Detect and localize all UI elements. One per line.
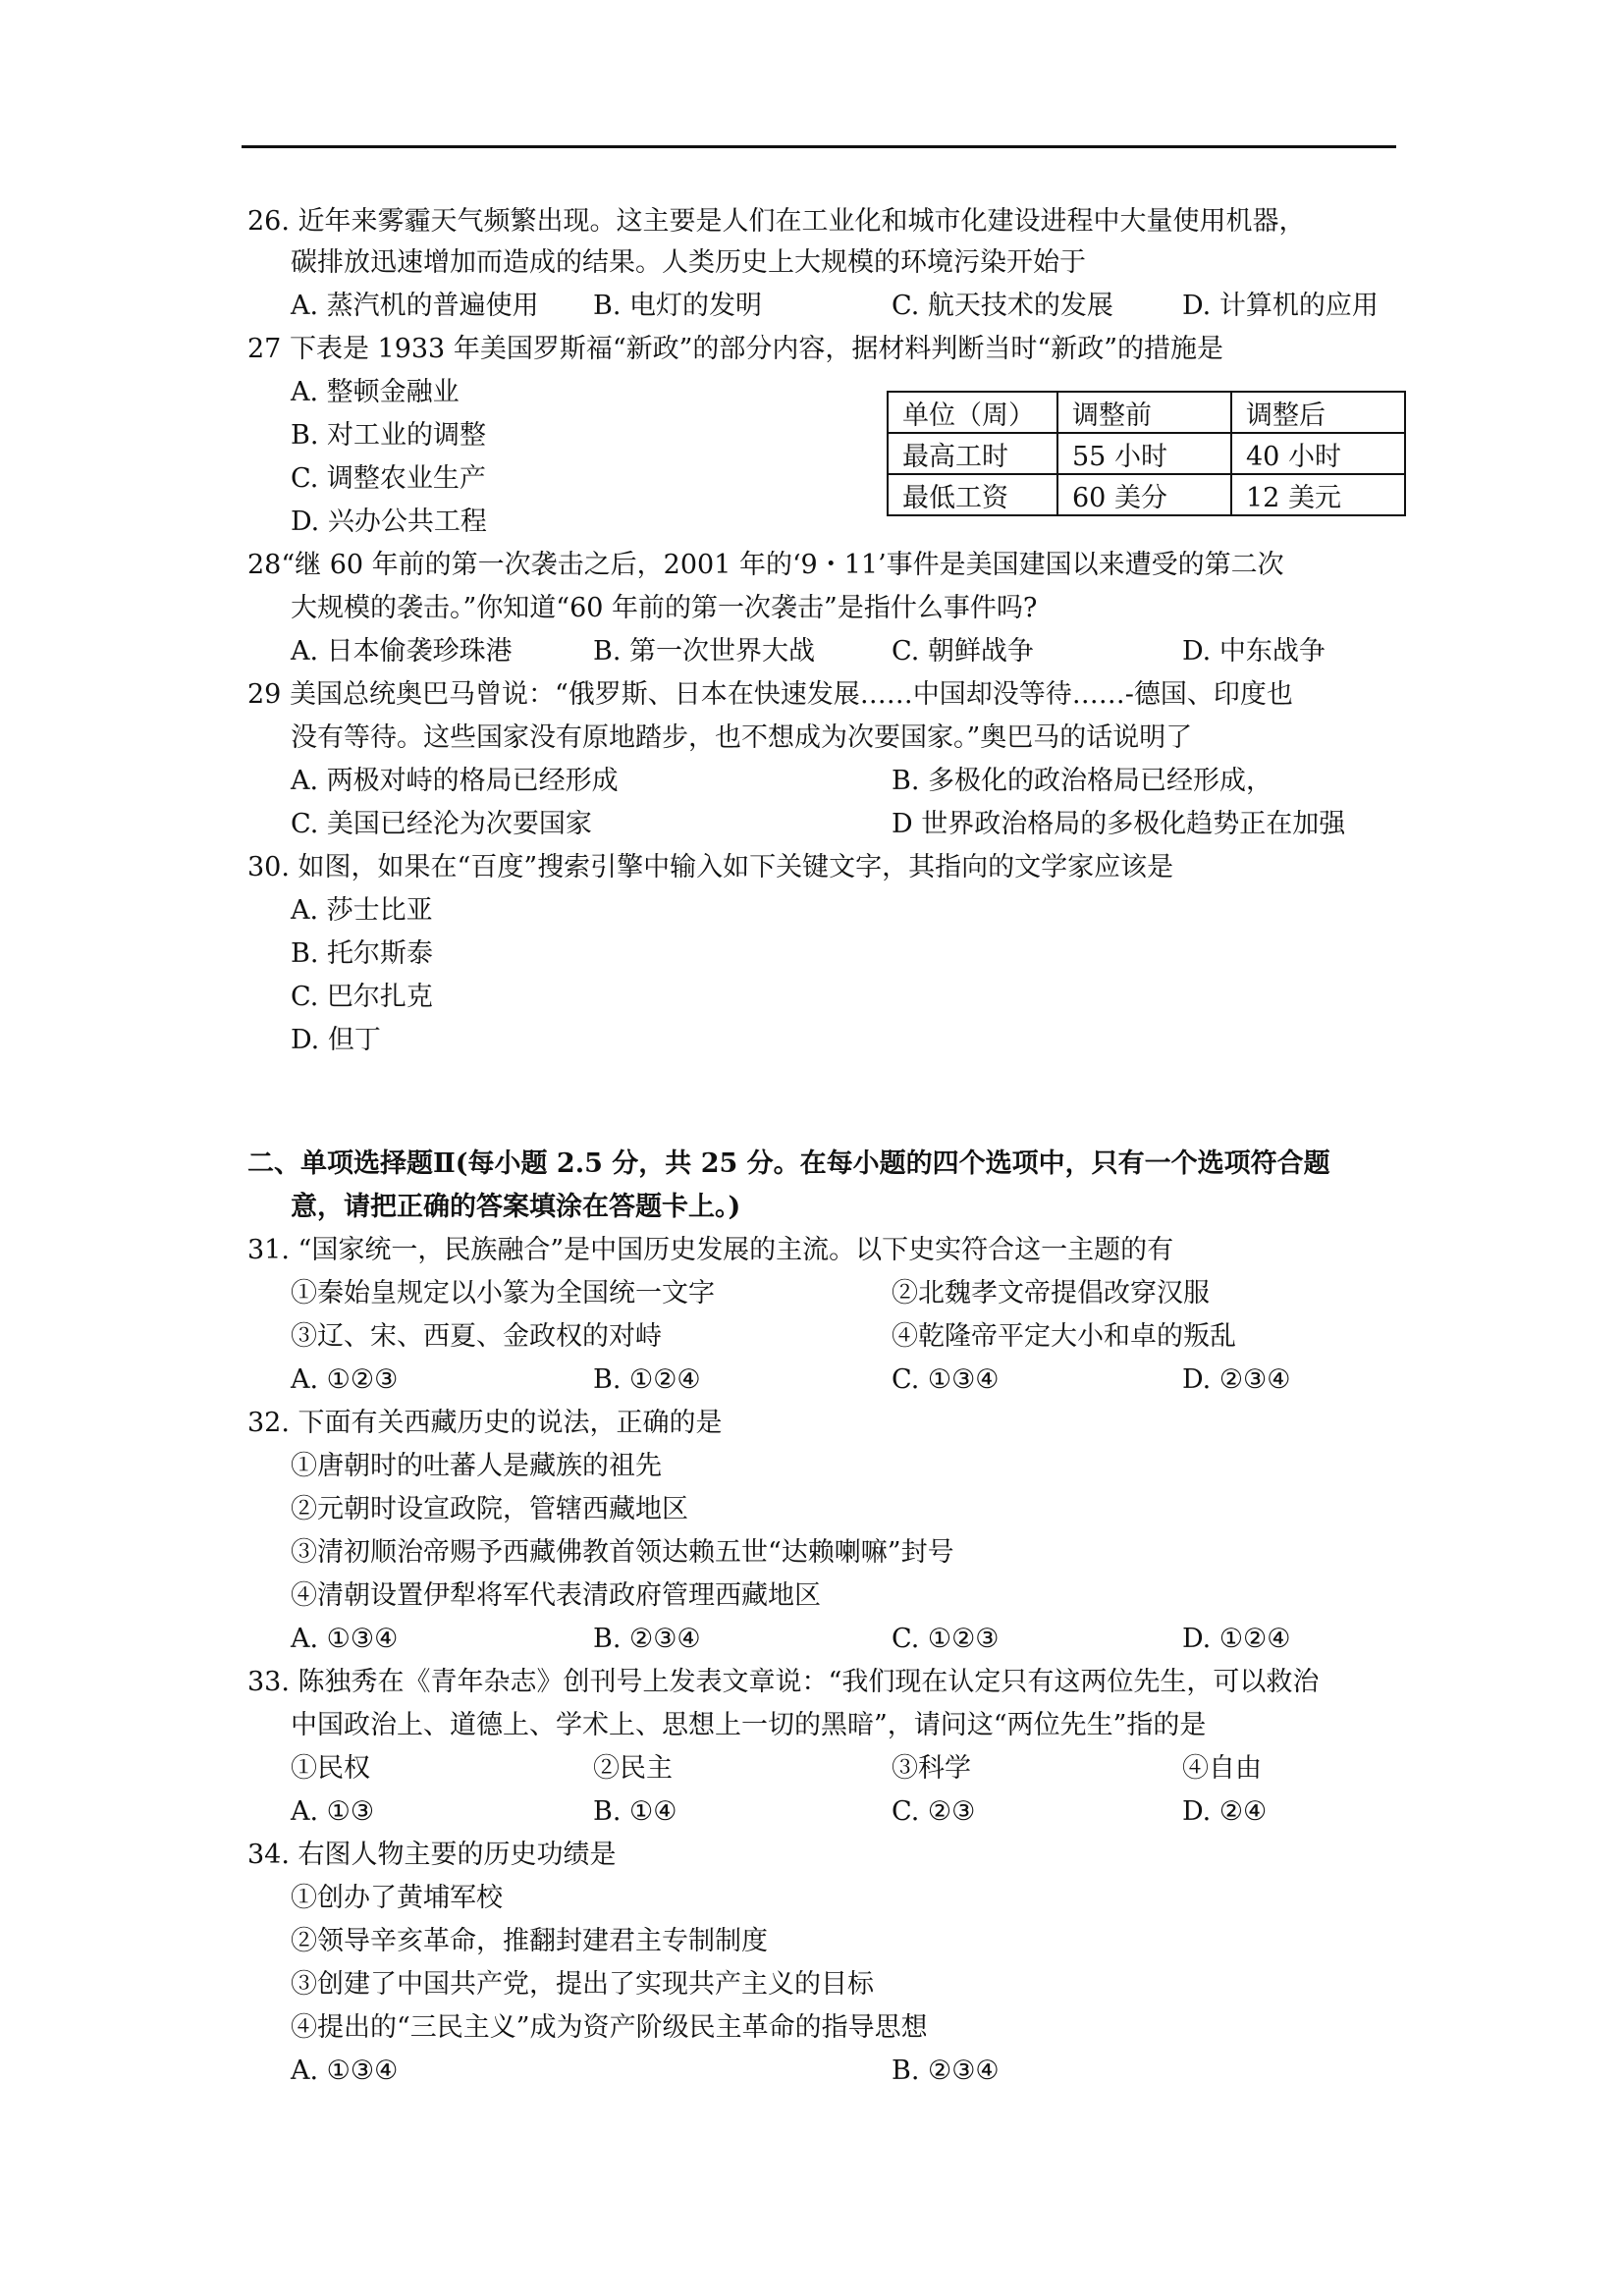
q27-option-b: B. 对工业的调整 — [291, 420, 487, 451]
section2-heading-line2: 意，请把正确的答案填涂在答题卡上。) — [291, 1192, 741, 1222]
q31-item-4: ④乾隆帝平定大小和卓的叛乱 — [892, 1321, 1236, 1352]
q28-option-d: D. 中东战争 — [1182, 636, 1326, 667]
q33-stem-line2: 中国政治上、道德上、学术上、思想上一切的黑暗”，请问这“两位先生”指的是 — [291, 1710, 1207, 1740]
q32-option-c: C. ①②③ — [892, 1624, 1000, 1654]
table-cell: 最高工时 — [888, 433, 1057, 474]
q33-item-4: ④自由 — [1182, 1753, 1262, 1784]
q34-item-3: ③创建了中国共产党，提出了实现共产主义的目标 — [291, 1969, 874, 2000]
table-header-cell: 调整后 — [1231, 392, 1405, 433]
q26-stem-line2: 碳排放迅速增加而造成的结果。人类历史上大规模的环境污染开始于 — [291, 247, 1086, 278]
q34-option-b: B. ②③④ — [892, 2056, 1000, 2086]
q32-item-3: ③清初顺治帝赐予西藏佛教首领达赖五世“达赖喇嘛”封号 — [291, 1537, 954, 1568]
q34-item-1: ①创办了黄埔军校 — [291, 1883, 503, 1913]
q26-option-d: D. 计算机的应用 — [1182, 291, 1379, 321]
table-row — [888, 433, 1405, 474]
q30-stem: 30. 如图，如果在“百度”搜索引擎中输入如下关键文字，其指向的文学家应该是 — [247, 852, 1174, 882]
q29-option-c: C. 美国已经沦为次要国家 — [291, 809, 592, 839]
q27-option-c: C. 调整农业生产 — [291, 463, 486, 494]
header-rule — [242, 145, 1396, 148]
q31-option-c: C. ①③④ — [892, 1364, 1000, 1395]
q26-option-c: C. 航天技术的发展 — [892, 291, 1113, 321]
q26-option-a: A. 蒸汽机的普遍使用 — [291, 291, 539, 321]
q28-option-c: C. 朝鲜战争 — [892, 636, 1034, 667]
q33-stem-line1: 33. 陈独秀在《青年杂志》创刊号上发表文章说：“我们现在认定只有这两位先生，可以救治 — [247, 1667, 1320, 1697]
q34-item-2: ②领导辛亥革命，推翻封建君主专制制度 — [291, 1926, 768, 1956]
table-cell: 55 小时 — [1057, 433, 1231, 474]
q26-option-b: B. 电灯的发明 — [593, 291, 763, 321]
q31-item-2: ②北魏孝文帝提倡改穿汉服 — [892, 1278, 1210, 1308]
q34-option-a: A. ①③④ — [291, 2056, 399, 2086]
q28-stem-line2: 大规模的袭击。”你知道“60 年前的第一次袭击”是指什么事件吗? — [291, 593, 1038, 623]
table-header-cell: 单位（周） — [888, 392, 1057, 433]
table-header-cell: 调整前 — [1057, 392, 1231, 433]
q31-option-b: B. ①②④ — [593, 1364, 701, 1395]
q29-stem-line2: 没有等待。这些国家没有原地踏步，也不想成为次要国家。”奥巴马的话说明了 — [291, 722, 1193, 753]
table-header-row — [888, 392, 1405, 433]
table-cell: 40 小时 — [1231, 433, 1405, 474]
q33-option-a: A. ①③ — [291, 1796, 375, 1827]
q31-option-d: D. ②③④ — [1182, 1364, 1291, 1395]
q30-option-a: A. 莎士比亚 — [291, 895, 433, 926]
q27-stem: 27 下表是 1933 年美国罗斯福“新政”的部分内容，据材料判断当时“新政”的措施是 — [247, 334, 1224, 364]
q32-option-b: B. ②③④ — [593, 1624, 701, 1654]
section2-heading-line1: 二、单项选择题Ⅱ(每小题 2.5 分，共 25 分。在每小题的四个选项中，只有一个选项符合题 — [247, 1148, 1330, 1179]
q30-option-c: C. 巴尔扎克 — [291, 982, 433, 1012]
q27-option-a: A. 整顿金融业 — [291, 377, 460, 407]
q32-item-4: ④清朝设置伊犁将军代表清政府管理西藏地区 — [291, 1580, 821, 1611]
table-cell: 60 美分 — [1057, 474, 1231, 515]
q29-option-d: D 世界政治格局的多极化趋势正在加强 — [892, 809, 1346, 839]
q26-stem-line1: 26. 近年来雾霾天气频繁出现。这主要是人们在工业化和城市化建设进程中大量使用机器， — [247, 206, 1306, 237]
q31-option-a: A. ①②③ — [291, 1364, 399, 1395]
q33-item-3: ③科学 — [892, 1753, 971, 1784]
q27-option-d: D. 兴办公共工程 — [291, 507, 487, 537]
new-deal-table — [887, 391, 1406, 516]
q32-stem: 32. 下面有关西藏历史的说法，正确的是 — [247, 1408, 723, 1438]
q33-item-2: ②民主 — [593, 1753, 673, 1784]
q28-stem-line1: 28“继 60 年前的第一次袭击之后，2001 年的‘9・11’事件是美国建国以来遭受的第二次 — [247, 550, 1284, 580]
q32-option-a: A. ①③④ — [291, 1624, 399, 1654]
q31-item-3: ③辽、宋、西夏、金政权的对峙 — [291, 1321, 662, 1352]
table-cell: 最低工资 — [888, 474, 1057, 515]
q33-option-c: C. ②③ — [892, 1796, 976, 1827]
q33-option-d: D. ②④ — [1182, 1796, 1268, 1827]
q28-option-a: A. 日本偷袭珍珠港 — [291, 636, 513, 667]
q32-item-2: ②元朝时设宣政院，管辖西藏地区 — [291, 1494, 688, 1524]
q30-option-b: B. 托尔斯泰 — [291, 938, 434, 969]
table-row — [888, 474, 1405, 515]
q33-option-b: B. ①④ — [593, 1796, 677, 1827]
q28-option-b: B. 第一次世界大战 — [593, 636, 816, 667]
q29-option-a: A. 两极对峙的格局已经形成 — [291, 766, 619, 796]
q29-stem-line1: 29 美国总统奥巴马曾说：“俄罗斯、日本在快速发展……中国却没等待……-德国、印度也 — [247, 679, 1293, 710]
q34-item-4: ④提出的“三民主义”成为资产阶级民主革命的指导思想 — [291, 2012, 928, 2043]
q31-item-1: ①秦始皇规定以小篆为全国统一文字 — [291, 1278, 715, 1308]
q32-option-d: D. ①②④ — [1182, 1624, 1291, 1654]
q30-option-d: D. 但丁 — [291, 1025, 381, 1055]
q34-stem: 34. 右图人物主要的历史功绩是 — [247, 1840, 617, 1870]
q32-item-1: ①唐朝时的吐蕃人是藏族的祖先 — [291, 1451, 662, 1481]
q29-option-b: B. 多极化的政治格局已经形成， — [892, 766, 1273, 796]
table-cell: 12 美元 — [1231, 474, 1405, 515]
q33-item-1: ①民权 — [291, 1753, 370, 1784]
q31-stem: 31. “国家统一，民族融合”是中国历史发展的主流。以下史实符合这一主题的有 — [247, 1235, 1174, 1265]
